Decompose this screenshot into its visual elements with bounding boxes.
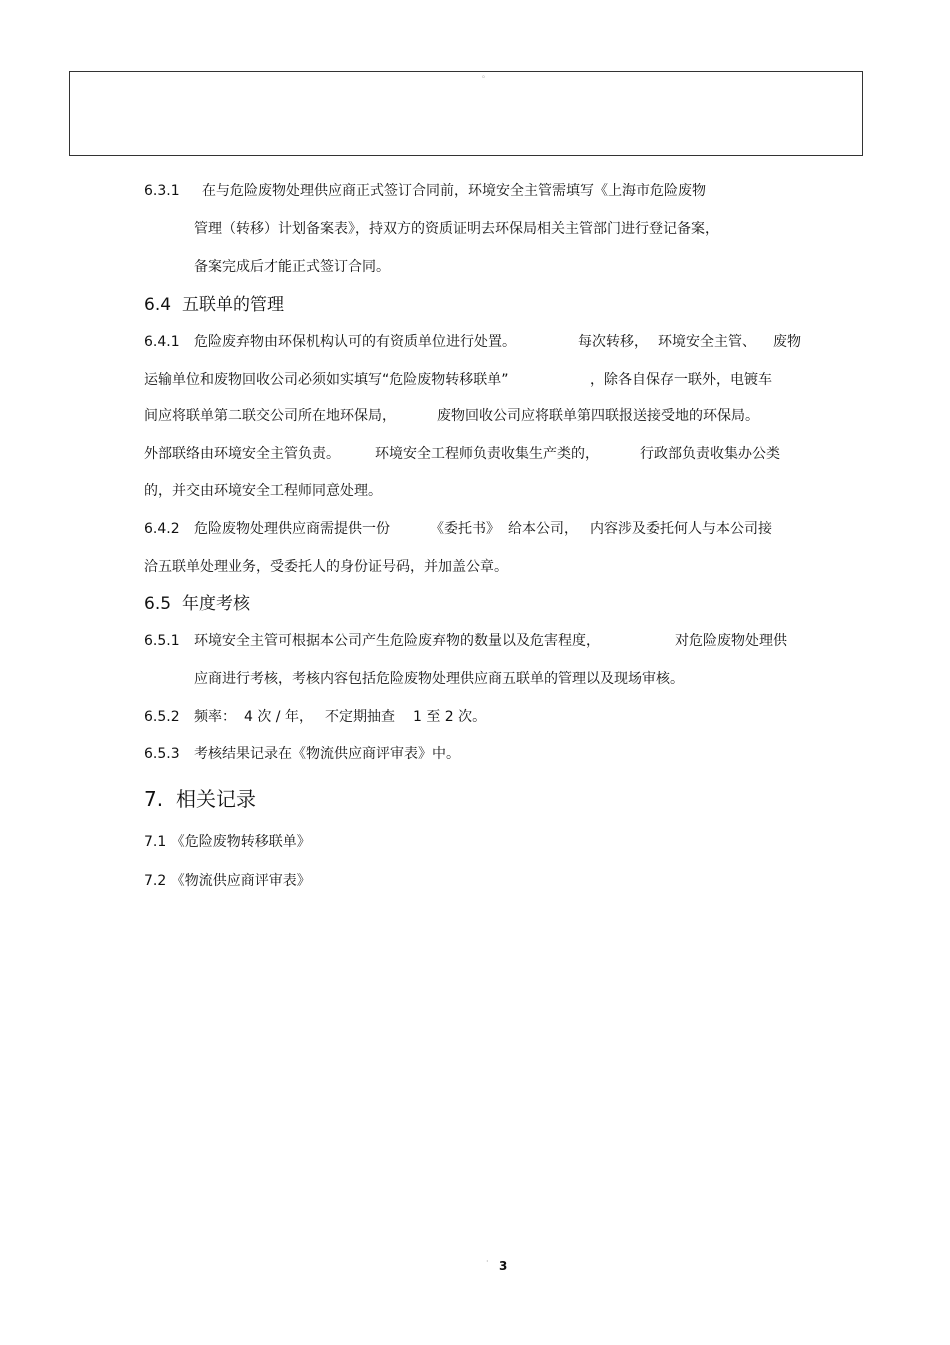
paragraph-text: 危险废弃物由环保机构认可的有资质单位进行处置。 [194, 334, 516, 350]
section-6-4-1-line-4a: 外部联络由环境安全主管负责。 [144, 446, 340, 462]
section-6-4-1-line-1b: 每次转移， [578, 334, 648, 350]
section-number: 6.5.2 [144, 709, 180, 725]
irregular-check-value: 1 至 2 次。 [413, 709, 487, 725]
section-title: 年度考核 [182, 594, 250, 614]
section-6-4-1-line-1c: 环境安全主管、 [658, 334, 756, 350]
section-6-5-1-line-1b: 对危险废物处理供 [675, 633, 787, 649]
section-number: 6.5.1 [144, 633, 180, 649]
section-6-4-2-line-1d: 内容涉及委托何人与本公司接 [590, 521, 772, 537]
frequency-value: 4 次 / 年， [244, 709, 313, 725]
section-6-4-1-line-1 [144, 332, 516, 352]
section-6-4-1-line-3b: 废物回收公司应将联单第四联报送接受地的环保局。 [437, 408, 759, 424]
footer-mark: · [486, 1257, 489, 1266]
section-6-4-heading [144, 293, 284, 317]
section-6-5-1-line-2: 应商进行考核，考核内容包括危险废物处理供应商五联单的管理以及现场审核。 [194, 671, 684, 687]
section-6-5-1-line-1 [144, 631, 600, 651]
frequency-label: 频率： [194, 709, 236, 725]
section-6-3-1-line-1 [144, 181, 706, 201]
section-6-4-2-line-2: 洽五联单处理业务，受委托人的身份证号码，并加盖公章。 [144, 559, 508, 575]
section-number: 7. [144, 787, 164, 811]
section-6-3-1-line-3: 备案完成后才能正式签订合同。 [194, 259, 390, 275]
paragraph-text: 危险废物处理供应商需提供一份 [194, 521, 390, 537]
section-6-4-1-line-2a: 运输单位和废物回收公司必须如实填写“危险废物转移联单” [144, 372, 509, 388]
section-number: 6.3.1 [144, 183, 180, 199]
section-6-5-3-line [144, 744, 460, 764]
section-6-5-2-line [144, 707, 236, 727]
header-box [69, 71, 863, 156]
section-number: 6.4 [144, 295, 172, 315]
section-7-heading [144, 785, 256, 813]
paragraph-text: 在与危险废物处理供应商正式签订合同前，环境安全主管需填写《上海市危险废物 [202, 183, 706, 199]
section-6-3-1-line-2: 管理（转移）计划备案表》，持双方的资质证明去环保局相关主管部门进行登记备案， [194, 221, 719, 237]
page-number: 3 [499, 1259, 508, 1273]
section-6-4-1-line-4b: 环境安全工程师负责收集生产类的， [375, 446, 599, 462]
section-6-5-heading [144, 592, 250, 616]
section-title: 五联单的管理 [182, 295, 284, 315]
section-6-4-1-line-5: 的，并交由环境安全工程师同意处理。 [144, 483, 382, 499]
section-number: 6.5.3 [144, 746, 180, 762]
header-mark: 。 [482, 70, 490, 79]
paragraph-text: 考核结果记录在《物流供应商评审表》中。 [194, 746, 460, 762]
section-6-4-2-line-1c: 给本公司， [508, 521, 578, 537]
section-6-4-1-line-1d: 废物 [773, 334, 801, 350]
record-item-2: 7.2 《物流供应商评审表》 [144, 873, 311, 889]
section-number: 6.5 [144, 594, 172, 614]
record-item-1: 7.1 《危险废物转移联单》 [144, 834, 311, 850]
section-number: 6.4.2 [144, 521, 180, 537]
section-6-4-1-line-2b: ，除各自保存一联外，电镀车 [590, 372, 772, 388]
section-title: 相关记录 [176, 787, 256, 811]
section-6-4-2-line-1b: 《委托书》 [430, 521, 500, 537]
section-6-4-1-line-4c: 行政部负责收集办公类 [640, 446, 780, 462]
irregular-check-label: 不定期抽查 [325, 709, 395, 725]
section-6-4-1-line-3a: 间应将联单第二联交公司所在地环保局， [144, 408, 396, 424]
section-6-4-2-line-1 [144, 519, 390, 539]
paragraph-text: 环境安全主管可根据本公司产生危险废弃物的数量以及危害程度， [194, 633, 600, 649]
section-number: 6.4.1 [144, 334, 180, 350]
